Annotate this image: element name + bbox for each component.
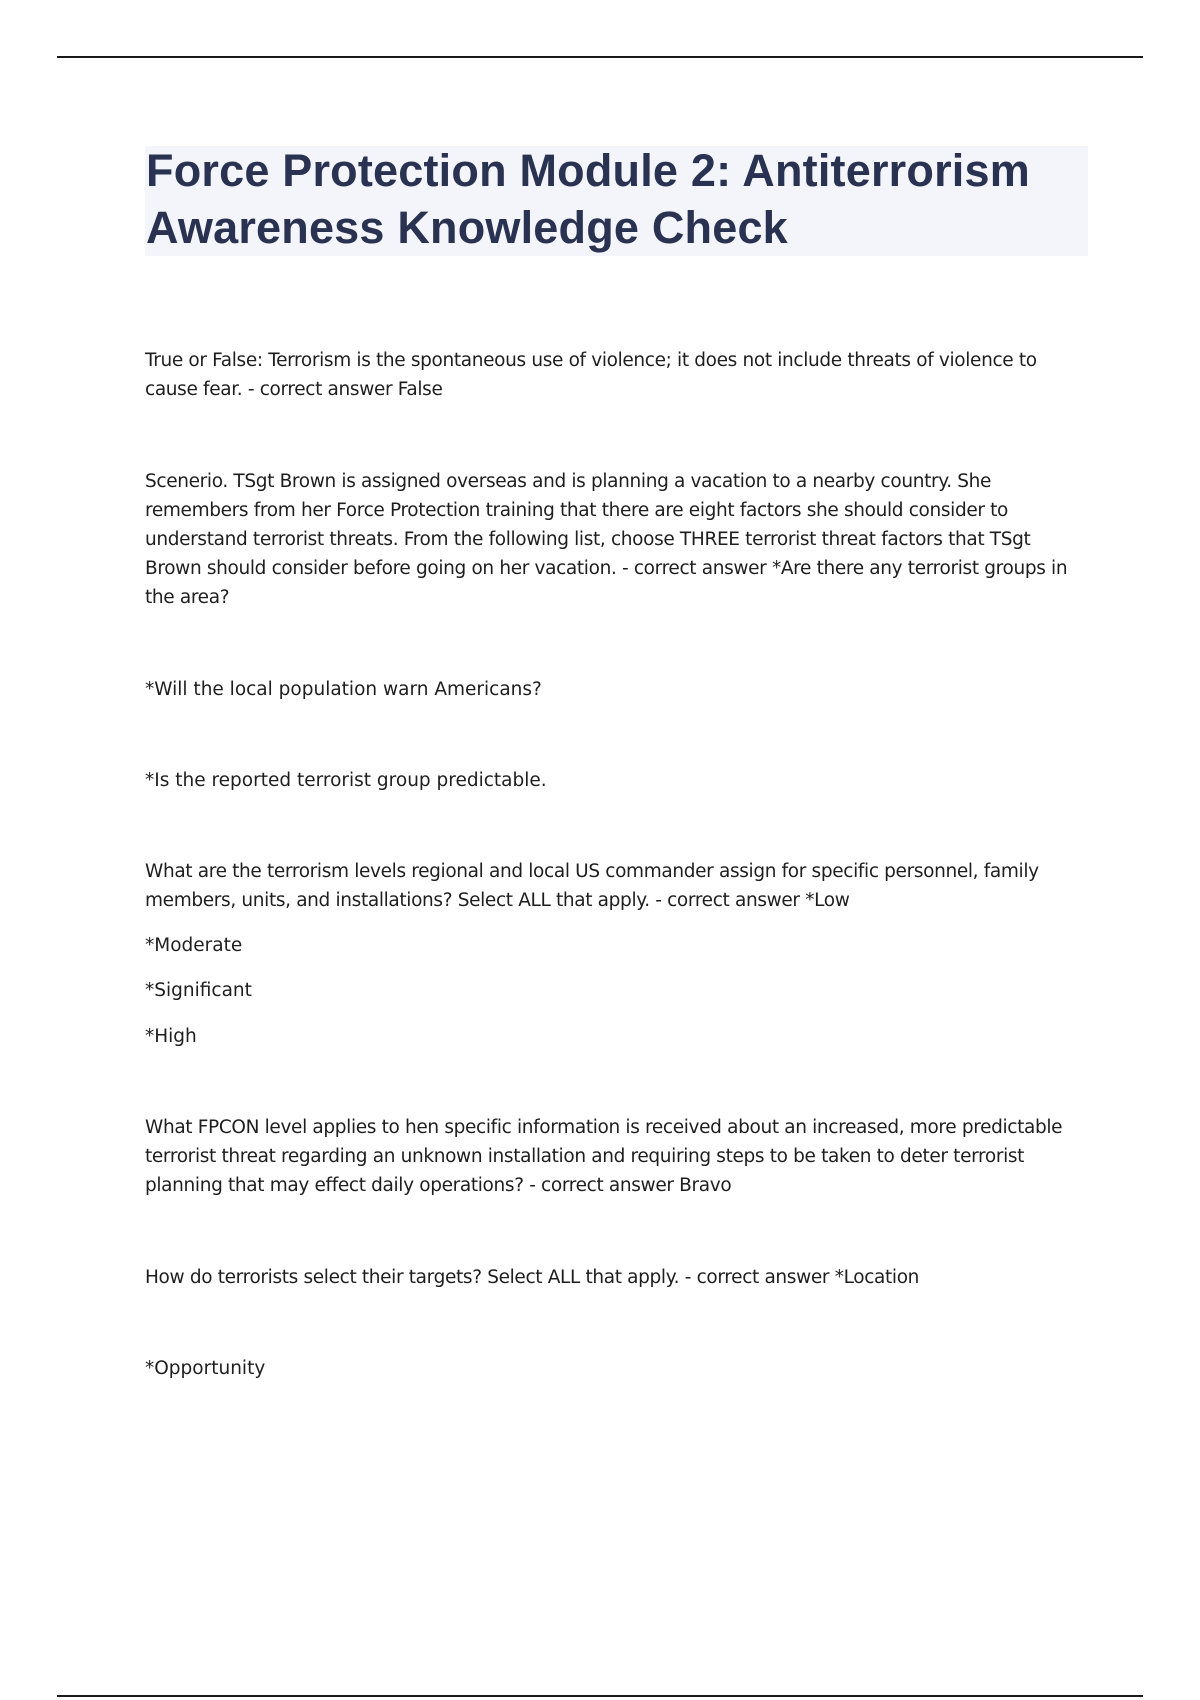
question-4: What FPCON level applies to hen specific information is received about an increased, more predictable terrorist threat regarding an unknown installation and requiring steps to be taken to deter terrorist planning that may effect daily operations? - correct answer Bravo [145,1117,1063,1196]
answer-option: *Will the local population warn Americans? [145,679,542,700]
top-rule [57,56,1143,58]
answer-option: *Moderate [145,935,243,956]
question-1: True or False: Terrorism is the spontaneous use of violence; it does not include threats of violence to cause fear. - correct answer False [145,350,1037,400]
answer-option: *High [145,1026,197,1047]
question-2: Scenerio. TSgt Brown is assigned overseas and is planning a vacation to a nearby country. She remembers from her Force Protection training that there are eight factors she should consider to understand terrorist threats. From the following list, choose THREE terrorist threat factors that TSgt Brown should consider before going on her vacation. - correct answer *Are there any terrorist groups in the area? [145,471,1068,608]
bottom-rule [57,1695,1143,1697]
question-5: How do terrorists select their targets? Select ALL that apply. - correct answer *Location [145,1267,920,1288]
page-title: Force Protection Module 2: Antiterrorism Awareness Knowledge Check [146,145,1030,253]
question-3: What are the terrorism levels regional and local US commander assign for specific personnel, family members, units, and installations? Select ALL that apply. - correct answer *Low [145,861,1039,911]
answer-option: *Opportunity [145,1358,266,1379]
answer-option: *Is the reported terrorist group predictable. [145,770,547,791]
answer-option: *Significant [145,980,252,1001]
